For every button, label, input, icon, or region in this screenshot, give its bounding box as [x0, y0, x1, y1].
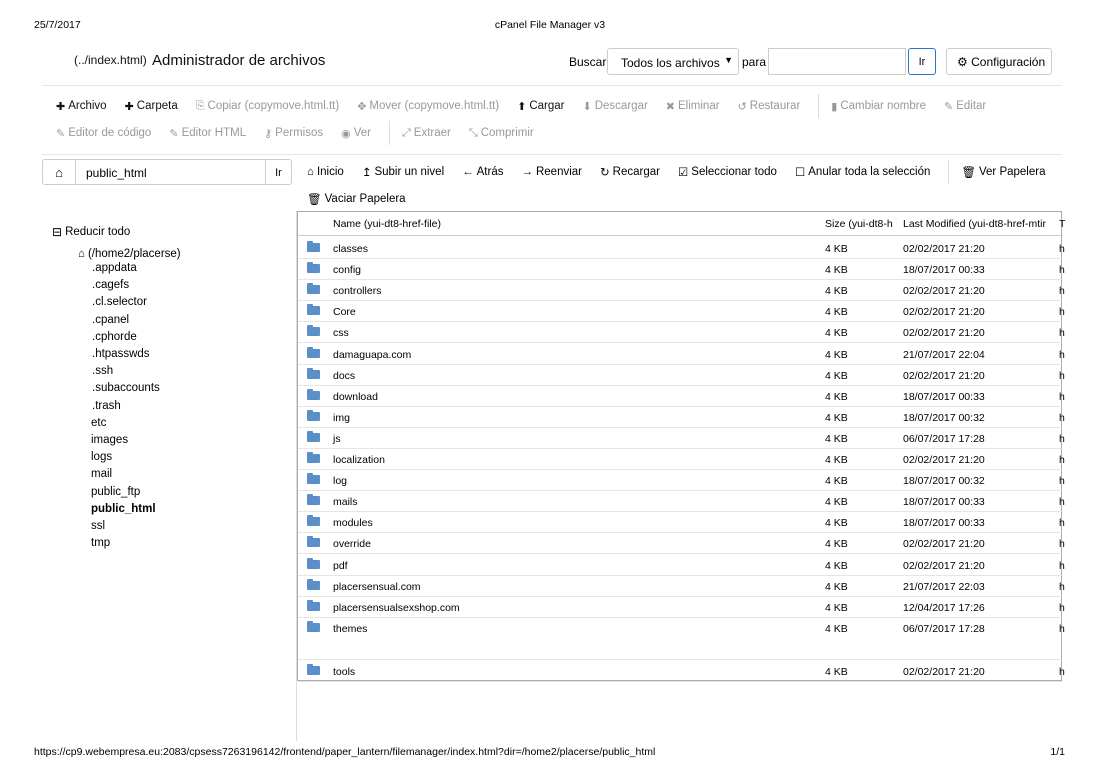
- folder-icon: [307, 602, 320, 611]
- folder-icon: [307, 370, 320, 379]
- table-row[interactable]: [298, 512, 1063, 533]
- file-name: Core: [333, 306, 356, 319]
- inicio-button[interactable]: [307, 166, 344, 178]
- reenviar-label: Reenviar: [535, 166, 583, 178]
- editor-de-c-digo-label: Editor de código: [68, 127, 152, 139]
- table-row[interactable]: [298, 597, 1063, 618]
- file-name: img: [333, 411, 350, 424]
- reenviar-button[interactable]: [521, 166, 582, 178]
- file-name: placersensual.com: [333, 580, 421, 593]
- recargar-button[interactable]: [600, 165, 660, 179]
- cambiar-nombre-label: Cambiar nombre: [840, 100, 926, 112]
- file-name: js: [333, 432, 341, 445]
- comprimir-button[interactable]: [469, 127, 534, 140]
- file-size: 4 KB: [825, 264, 848, 277]
- subir-un-nivel-label: Subir un nivel: [374, 166, 445, 178]
- tree-children: [52, 260, 181, 552]
- file-type: h: [1059, 496, 1065, 509]
- nav-row-1: [307, 164, 1063, 180]
- archivo-button[interactable]: [56, 100, 107, 113]
- file-size: 4 KB: [825, 243, 848, 255]
- file-type: h: [1059, 243, 1065, 255]
- file-type: h: [1059, 390, 1065, 403]
- folder-icon: [307, 243, 320, 252]
- anular-toda-la-selecci-n-label: Anular toda la selección: [808, 166, 931, 178]
- file-type: h: [1059, 411, 1065, 424]
- file-modified: 18/07/2017 00:32: [903, 411, 985, 424]
- tree-item[interactable]: mail: [91, 468, 113, 481]
- table-row[interactable]: [298, 386, 1063, 407]
- checkbox-checked-icon: ☑: [677, 167, 689, 179]
- arrow-right-icon: →: [521, 166, 533, 178]
- folder-icon: [307, 349, 320, 358]
- file-modified: 02/02/2017 21:20: [903, 454, 985, 466]
- file-name: damaguapa.com: [333, 348, 412, 361]
- file-modified: 18/07/2017 00:33: [903, 390, 985, 403]
- ver-button[interactable]: [341, 127, 371, 140]
- file-name: themes: [333, 622, 368, 635]
- recargar-label: Recargar: [612, 166, 660, 178]
- file-modified: 02/02/2017 21:20: [903, 369, 985, 382]
- file-name: override: [333, 538, 371, 551]
- folder-icon: [307, 517, 320, 526]
- restaurar-button[interactable]: [738, 100, 801, 113]
- anular-toda-la-selecci-n-button[interactable]: [795, 165, 930, 179]
- toolbar-row-2: [56, 125, 552, 141]
- file-size: 4 KB: [825, 559, 848, 572]
- extraer-button[interactable]: [402, 127, 451, 140]
- toolbar-separator: [948, 160, 949, 184]
- subir-un-nivel-button[interactable]: [362, 165, 444, 179]
- file-size: 4 KB: [825, 601, 848, 614]
- toolbar-separator: [389, 121, 390, 145]
- folder-icon: [307, 496, 320, 505]
- archivo-label: Archivo: [68, 100, 107, 112]
- compress-icon: ⤡: [468, 126, 478, 139]
- file-name: modules: [333, 517, 373, 530]
- file-modified: 18/07/2017 00:33: [903, 264, 985, 277]
- title-bar: [0, 48, 1100, 78]
- editor-de-c-digo-button[interactable]: [56, 127, 151, 140]
- print-url: https://cp9.webempresa.eu:2083/cpsess7263196142/frontend/paper_lantern/filemanager/index.html?dir=/home2/placerse/public_html: [34, 746, 656, 758]
- column-header-size[interactable]: Size (yui-dt8-h: [825, 218, 893, 230]
- restaurar-label: Restaurar: [749, 100, 801, 112]
- comprimir-label: Comprimir: [480, 127, 534, 139]
- table-row[interactable]: [298, 407, 1063, 428]
- file-type: h: [1059, 666, 1065, 678]
- cambiar-nombre-button[interactable]: [831, 100, 926, 113]
- tree-item[interactable]: .cpanel: [92, 313, 130, 326]
- folder-icon: [307, 412, 320, 421]
- folder-icon: [307, 581, 320, 590]
- file-size: 4 KB: [825, 348, 848, 361]
- settings-button-label: Configuración: [971, 55, 1046, 69]
- restore-icon: ↺: [737, 100, 747, 113]
- page-title: Administrador de archivos: [152, 52, 326, 69]
- mover-copymove-html-tt-label: Mover (copymove.html.tt): [369, 100, 500, 112]
- minus-square-icon: ⊟: [52, 225, 63, 239]
- table-row[interactable]: [298, 533, 1063, 554]
- permisos-button[interactable]: [264, 127, 323, 140]
- html-edit-icon: ✎: [169, 127, 179, 140]
- eye-icon: ◉: [341, 127, 351, 140]
- table-header: [298, 212, 1066, 236]
- tree-item[interactable]: .cl.selector: [92, 296, 147, 309]
- tree-item[interactable]: .appdata: [92, 262, 137, 274]
- home-icon[interactable]: ⌂: [42, 159, 76, 185]
- file-type: h: [1059, 559, 1065, 572]
- file-type: h: [1059, 306, 1065, 319]
- inicio-label: Inicio: [316, 166, 344, 178]
- chevron-down-icon: ▼: [724, 55, 733, 65]
- cargar-label: Cargar: [529, 100, 565, 112]
- file-size: 4 KB: [825, 390, 848, 403]
- tree-item[interactable]: public_html: [91, 502, 156, 515]
- tree-root-label: (/home2/placerse): [87, 248, 181, 260]
- home-icon: ⌂: [307, 166, 314, 178]
- file-type: h: [1059, 517, 1065, 530]
- file-size: 4 KB: [825, 432, 848, 445]
- file-name: controllers: [333, 285, 382, 298]
- folder-icon: [307, 264, 320, 273]
- file-type: h: [1059, 454, 1065, 466]
- file-name: css: [333, 327, 349, 340]
- file-icon: ▮: [831, 100, 838, 113]
- eliminar-button[interactable]: [666, 100, 720, 113]
- tree-root[interactable]: [78, 248, 181, 260]
- search-scope-select[interactable]: [607, 48, 739, 75]
- table-row[interactable]: [298, 301, 1063, 322]
- ver-label: Ver: [353, 127, 371, 139]
- atr-s-label: Atrás: [476, 166, 504, 178]
- file-modified: 12/04/2017 17:26: [903, 601, 985, 614]
- column-header-type[interactable]: T: [1059, 218, 1066, 230]
- file-table: [297, 211, 1066, 681]
- file-size: 4 KB: [825, 306, 848, 319]
- folder-icon: [307, 433, 320, 442]
- descargar-label: Descargar: [594, 100, 648, 112]
- file-size: 4 KB: [825, 517, 848, 530]
- file-modified: 02/02/2017 21:20: [903, 243, 985, 255]
- file-name: log: [333, 475, 348, 488]
- collapse-all-label: Reducir todo: [65, 226, 131, 238]
- download-icon: ⬇: [582, 100, 592, 113]
- file-name: tools: [333, 666, 356, 678]
- tree-item[interactable]: .subaccounts: [92, 382, 160, 395]
- divider: [42, 85, 1062, 86]
- file-size: 4 KB: [825, 666, 848, 678]
- file-type: h: [1059, 580, 1065, 593]
- file-modified: 02/02/2017 21:20: [903, 666, 985, 678]
- settings-button[interactable]: [946, 48, 1052, 75]
- table-row[interactable]: [298, 322, 1063, 343]
- file-modified: 02/02/2017 21:20: [903, 327, 985, 340]
- column-header-name[interactable]: Name (yui-dt8-href-file): [333, 218, 441, 230]
- toolbar-separator: [818, 94, 819, 118]
- file-size: 4 KB: [825, 327, 848, 340]
- atr-s-button[interactable]: [462, 166, 503, 178]
- plus-icon: ✚: [56, 100, 66, 113]
- tree-item[interactable]: tmp: [91, 537, 111, 550]
- tree-item[interactable]: etc: [91, 416, 107, 429]
- carpeta-button[interactable]: [125, 100, 178, 113]
- file-type: h: [1059, 601, 1065, 614]
- ver-papelera-button[interactable]: [961, 165, 1045, 179]
- ver-papelera-label: Ver Papelera: [978, 166, 1046, 178]
- file-name: placersensualsexshop.com: [333, 601, 460, 614]
- pencil-icon: ✎: [944, 100, 954, 113]
- table-row[interactable]: [298, 280, 1063, 301]
- file-type: h: [1059, 327, 1065, 340]
- table-row[interactable]: [298, 618, 1063, 660]
- trash-icon: 🗑: [961, 167, 976, 179]
- file-type: h: [1059, 264, 1065, 277]
- file-modified: 18/07/2017 00:32: [903, 475, 985, 488]
- eliminar-label: Eliminar: [678, 100, 720, 112]
- editor-html-button[interactable]: [169, 127, 246, 140]
- print-date: 25/7/2017: [34, 19, 81, 31]
- expand-icon: ⤢: [401, 126, 411, 139]
- file-modified: 06/07/2017 17:28: [903, 432, 985, 445]
- plus-icon: ✚: [124, 100, 134, 113]
- print-header: [0, 19, 1100, 33]
- key-icon: ⚷: [264, 127, 273, 140]
- copiar-copymove-html-tt-label: Copiar (copymove.html.tt): [207, 100, 340, 112]
- checkbox-empty-icon: ☐: [794, 167, 806, 179]
- level-up-icon: ↥: [361, 167, 372, 179]
- folder-icon: [307, 666, 320, 675]
- file-type: h: [1059, 348, 1065, 361]
- copy-icon: ⎘: [195, 99, 205, 112]
- file-modified: 06/07/2017 17:28: [903, 622, 985, 635]
- file-type: h: [1059, 285, 1065, 298]
- file-type: h: [1059, 622, 1065, 635]
- tree-item[interactable]: .trash: [92, 399, 121, 412]
- table-row[interactable]: [298, 491, 1063, 512]
- folder-icon: [307, 475, 320, 484]
- file-name: docs: [333, 369, 356, 382]
- tree-item[interactable]: public_ftp: [91, 485, 141, 498]
- collapse-all-button[interactable]: [52, 225, 181, 239]
- tree-item[interactable]: .htpasswds: [92, 348, 150, 361]
- search-go-button[interactable]: Ir: [908, 48, 936, 75]
- seleccionar-todo-button[interactable]: [678, 165, 777, 179]
- file-modified: 18/07/2017 00:33: [903, 496, 985, 509]
- tree-item[interactable]: .cagefs: [92, 279, 130, 292]
- upload-icon: ⬆: [517, 100, 527, 113]
- folder-icon: [307, 327, 320, 336]
- home-icon: ⌂: [78, 248, 85, 260]
- editar-button[interactable]: [944, 100, 986, 113]
- table-row[interactable]: [298, 555, 1063, 576]
- table-row[interactable]: [298, 576, 1063, 597]
- table-row[interactable]: [298, 428, 1063, 449]
- file-type: h: [1059, 432, 1065, 445]
- extraer-label: Extraer: [413, 127, 451, 139]
- folder-icon: [307, 306, 320, 315]
- editar-label: Editar: [956, 100, 987, 112]
- gear-icon: ⚙: [957, 55, 968, 69]
- copiar-copymove-html-tt-button[interactable]: [196, 100, 339, 113]
- file-modified: 18/07/2017 00:33: [903, 517, 985, 530]
- file-type: h: [1059, 369, 1065, 382]
- file-modified: 02/02/2017 21:20: [903, 538, 985, 551]
- folder-icon: [307, 285, 320, 294]
- code-edit-icon: ✎: [56, 127, 66, 140]
- back-link[interactable]: (../index.html): [74, 53, 147, 67]
- print-title: cPanel File Manager v3: [494, 19, 606, 31]
- file-size: 4 KB: [825, 285, 848, 298]
- vaciar-papelera-label: Vaciar Papelera: [324, 193, 406, 205]
- file-size: 4 KB: [825, 475, 848, 488]
- file-size: 4 KB: [825, 454, 848, 466]
- toolbar-row-1: [56, 98, 1004, 114]
- move-icon: ✥: [357, 100, 367, 113]
- tree-item[interactable]: .cphorde: [92, 330, 137, 343]
- search-label: Buscar: [569, 55, 607, 69]
- file-name: download: [333, 390, 378, 403]
- file-modified: 21/07/2017 22:04: [903, 348, 985, 361]
- arrow-left-icon: ←: [462, 166, 474, 178]
- file-name: classes: [333, 243, 369, 255]
- file-size: 4 KB: [825, 580, 848, 593]
- nav-row-2: [307, 191, 424, 207]
- vaciar-papelera-button[interactable]: [307, 192, 406, 206]
- file-size: 4 KB: [825, 538, 848, 551]
- file-size: 4 KB: [825, 496, 848, 509]
- table-row[interactable]: [298, 365, 1063, 386]
- file-name: mails: [333, 496, 358, 509]
- column-header-modified[interactable]: Last Modified (yui-dt8-href-mtir: [903, 218, 1046, 230]
- file-modified: 02/02/2017 21:20: [903, 285, 985, 298]
- tree-item[interactable]: logs: [91, 451, 113, 464]
- file-modified: 21/07/2017 22:03: [903, 580, 985, 593]
- folder-icon: [307, 623, 320, 632]
- path-go-button[interactable]: Ir: [265, 159, 292, 185]
- print-page-number: 1/1: [1050, 746, 1065, 758]
- file-size: 4 KB: [825, 411, 848, 424]
- print-footer: [0, 746, 1100, 760]
- delete-icon: ✖: [665, 100, 676, 113]
- path-input[interactable]: public_html: [75, 159, 266, 185]
- file-modified: 02/02/2017 21:20: [903, 559, 985, 572]
- file-modified: 02/02/2017 21:20: [903, 306, 985, 319]
- tree-item[interactable]: images: [91, 434, 129, 447]
- file-size: 4 KB: [825, 622, 848, 635]
- carpeta-label: Carpeta: [136, 100, 178, 112]
- file-name: config: [333, 264, 362, 277]
- file-type: h: [1059, 538, 1065, 551]
- tree-item[interactable]: ssl: [91, 520, 106, 533]
- divider: [42, 154, 1062, 155]
- folder-icon: [307, 454, 320, 463]
- table-row[interactable]: [298, 661, 1063, 682]
- directory-tree: [52, 225, 181, 552]
- mover-copymove-html-tt-button[interactable]: [357, 100, 499, 113]
- file-size: 4 KB: [825, 369, 848, 382]
- para-label: para: [742, 55, 767, 69]
- table-row[interactable]: [298, 344, 1063, 365]
- folder-icon: [307, 538, 320, 547]
- table-row[interactable]: [298, 238, 1063, 259]
- refresh-icon: ↻: [600, 167, 610, 179]
- search-scope-value: Todos los archivos: [621, 56, 720, 70]
- file-name: localization: [333, 454, 385, 466]
- cargar-button[interactable]: [517, 100, 564, 113]
- tree-item[interactable]: .ssh: [92, 365, 114, 378]
- trash-icon: 🗑: [307, 194, 322, 206]
- file-type: h: [1059, 475, 1065, 488]
- folder-icon: [307, 391, 320, 400]
- editor-html-label: Editor HTML: [181, 127, 247, 139]
- search-input[interactable]: [768, 48, 906, 75]
- descargar-button[interactable]: [583, 100, 648, 113]
- folder-icon: [307, 560, 320, 569]
- table-row[interactable]: [298, 449, 1063, 470]
- permisos-label: Permisos: [275, 127, 324, 139]
- seleccionar-todo-label: Seleccionar todo: [691, 166, 777, 178]
- table-row[interactable]: [298, 470, 1063, 491]
- file-name: pdf: [333, 559, 348, 572]
- table-row[interactable]: [298, 259, 1063, 280]
